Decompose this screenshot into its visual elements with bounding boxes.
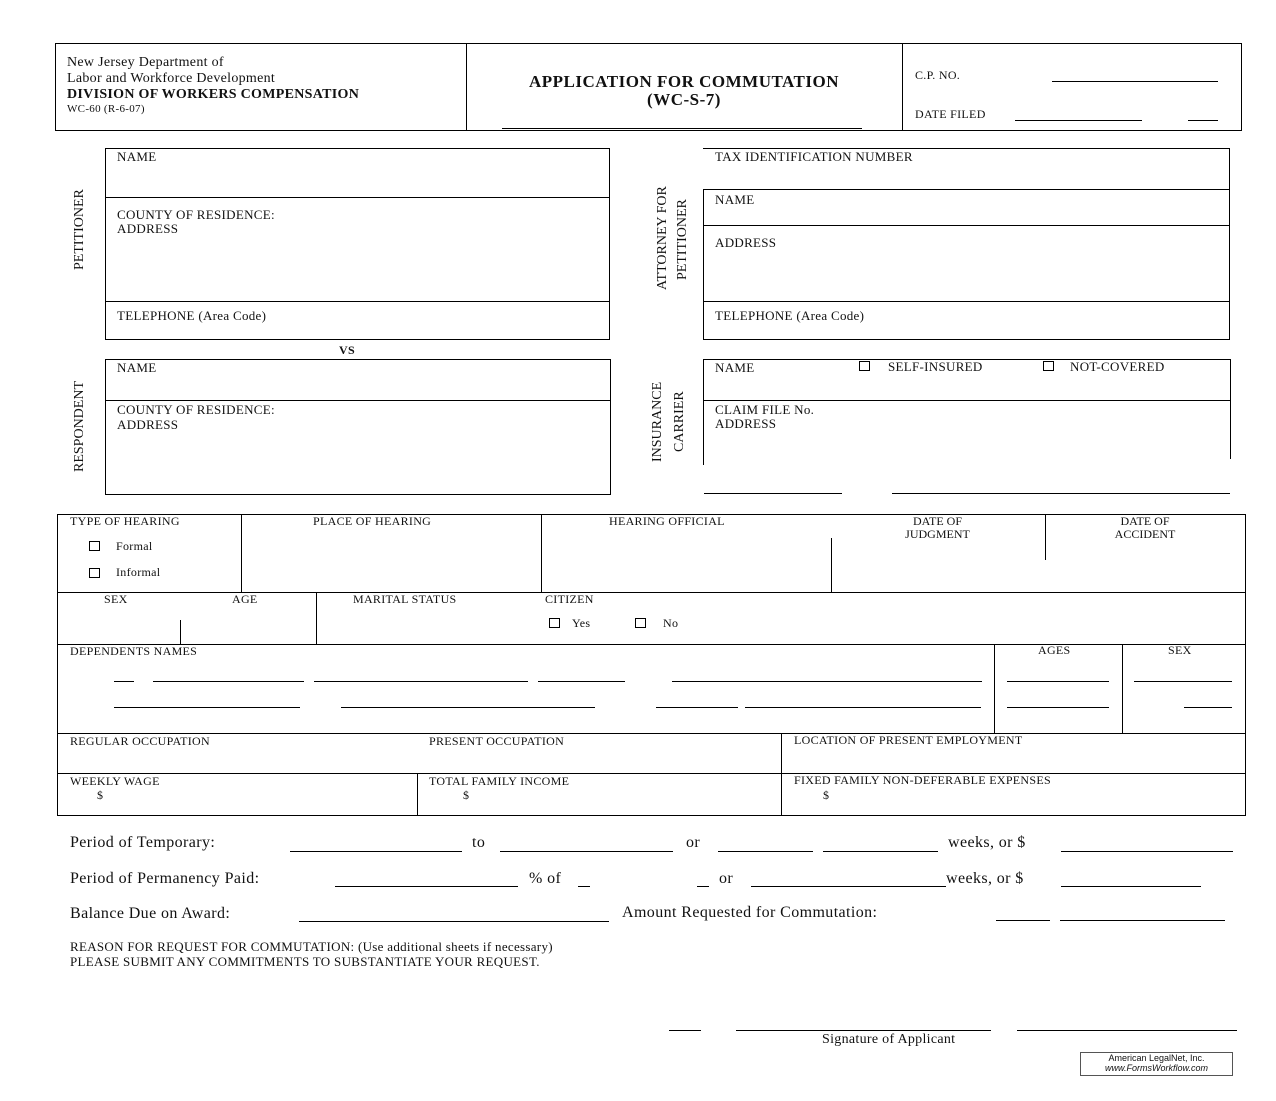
balance-due-field[interactable] — [299, 921, 609, 922]
petitioner-name-label: NAME — [117, 149, 157, 164]
income-top-line — [57, 773, 1246, 774]
hearing-official-label: HEARING OFFICIAL — [609, 514, 725, 528]
permanency-weeks-field[interactable] — [751, 886, 946, 887]
petitioner-county-label: COUNTY OF RESIDENCE: — [117, 207, 275, 222]
temporary-to-label: to — [472, 834, 486, 851]
carrier-section-label-1: INSURANCE — [650, 381, 665, 462]
citizen-yes-label: Yes — [572, 616, 591, 630]
present-occupation-label: PRESENT OCCUPATION — [429, 734, 565, 748]
hearing-place-label: PLACE OF HEARING — [313, 514, 432, 528]
weekly-wage-label: WEEKLY WAGE — [70, 774, 160, 788]
hearing-divider-4 — [1045, 514, 1046, 560]
petitioner-telephone-field[interactable] — [105, 339, 610, 340]
dependent-name-line[interactable] — [538, 681, 625, 682]
carrier-address-label: ADDRESS — [715, 416, 777, 431]
signature-line[interactable] — [1017, 1030, 1237, 1031]
expenses-currency: $ — [823, 788, 830, 802]
percent-of-label: % of — [529, 870, 562, 887]
temporary-from-field[interactable] — [290, 851, 462, 852]
citizen-yes-checkbox[interactable] — [549, 618, 560, 628]
temporary-or-label: or — [686, 834, 701, 851]
petitioner-telephone-label: TELEPHONE (Area Code) — [117, 308, 267, 323]
dependent-name-line[interactable] — [745, 707, 981, 708]
signature-label: Signature of Applicant — [822, 1032, 956, 1047]
self-insured-label: SELF-INSURED — [888, 359, 983, 374]
petitioner-address-label: ADDRESS — [117, 221, 179, 236]
judgment-date-label-1: DATE OF — [912, 514, 962, 528]
temporary-weeks-field-2[interactable] — [823, 851, 938, 852]
date-filed-line[interactable] — [1015, 120, 1142, 121]
hearing-left-border — [57, 514, 58, 816]
attorney-address-field[interactable] — [703, 301, 1230, 302]
dependent-age-line[interactable] — [1007, 681, 1109, 682]
income-divider-1 — [417, 773, 418, 815]
attorney-tax-id-label: TAX IDENTIFICATION NUMBER — [715, 149, 913, 164]
dependent-sex-line[interactable] — [1134, 681, 1232, 682]
date-filed-line-2[interactable] — [1188, 120, 1218, 121]
attorney-telephone-label: TELEPHONE (Area Code) — [715, 308, 865, 323]
carrier-section-label-2: CARRIER — [672, 391, 687, 452]
signature-line[interactable] — [669, 1030, 701, 1031]
agency-line-2: Labor and Workforce Development — [67, 71, 276, 86]
claim-file-label: CLAIM FILE No. — [715, 402, 815, 417]
dependents-divider-2 — [1122, 644, 1123, 733]
attorney-address-label: ADDRESS — [715, 235, 777, 250]
hearing-divider-2 — [541, 514, 542, 592]
personal-divider-1 — [180, 620, 181, 644]
personal-divider-2 — [316, 592, 317, 644]
carrier-left-border — [703, 359, 704, 465]
carrier-address-line-1[interactable] — [704, 493, 842, 494]
judgment-date-label-2: JUDGMENT — [905, 527, 970, 541]
temporary-amount-field[interactable] — [1061, 851, 1233, 852]
age-label: AGE — [232, 592, 258, 606]
form-title-line-2: (WC-S-7) — [647, 90, 721, 109]
cp-no-line[interactable] — [1052, 81, 1218, 82]
expenses-label: FIXED FAMILY NON-DEFERABLE EXPENSES — [794, 773, 1051, 787]
family-income-label: TOTAL FAMILY INCOME — [429, 774, 570, 788]
carrier-name-field[interactable] — [703, 400, 1231, 401]
accident-date-label-1: DATE OF — [1120, 514, 1170, 528]
carrier-address-line-2[interactable] — [892, 493, 1230, 494]
reason-line-2: PLEASE SUBMIT ANY COMMITMENTS TO SUBSTANTIATE YOUR REQUEST. — [70, 954, 540, 969]
respondent-name-label: NAME — [117, 360, 157, 375]
petitioner-name-field[interactable] — [105, 197, 610, 198]
attorney-telephone-field[interactable] — [703, 339, 1230, 340]
temporary-weeks-label: weeks, or $ — [948, 834, 1026, 851]
respondent-box — [105, 359, 611, 495]
citizen-no-label: No — [663, 616, 679, 630]
petitioner-top-line — [105, 148, 610, 149]
self-insured-checkbox[interactable] — [859, 361, 870, 371]
dependent-name-line[interactable] — [114, 681, 134, 682]
occupation-divider — [781, 733, 782, 773]
attorney-name-label: NAME — [715, 192, 755, 207]
dependents-sex-label: SEX — [1168, 643, 1192, 657]
petitioner-section-label: PETITIONER — [72, 189, 87, 270]
carrier-right-border — [1230, 359, 1231, 459]
percent-of-field-2[interactable] — [697, 886, 709, 887]
percent-of-field[interactable] — [578, 886, 590, 887]
informal-checkbox[interactable] — [89, 568, 100, 578]
respondent-address-label: ADDRESS — [117, 417, 179, 432]
marital-status-label: MARITAL STATUS — [353, 592, 457, 606]
respondent-county-label: COUNTY OF RESIDENCE: — [117, 402, 275, 417]
respondent-name-field[interactable] — [105, 400, 611, 401]
amount-requested-field-2[interactable] — [1060, 920, 1225, 921]
dependents-ages-label: AGES — [1038, 643, 1071, 657]
dependent-name-line[interactable] — [314, 681, 528, 682]
amount-requested-field[interactable] — [996, 920, 1050, 921]
dependent-sex-line[interactable] — [1184, 707, 1232, 708]
petitioner-address-field[interactable] — [105, 301, 610, 302]
cp-no-label: C.P. NO. — [915, 68, 961, 82]
formal-checkbox[interactable] — [89, 541, 100, 551]
header-divider-2 — [902, 43, 903, 131]
balance-due-label: Balance Due on Award: — [70, 905, 231, 922]
accident-date-label-2: ACCIDENT — [1114, 527, 1176, 541]
form-number: WC-60 (R-6-07) — [67, 103, 145, 115]
not-covered-label: NOT-COVERED — [1070, 359, 1165, 374]
sex-label: SEX — [104, 592, 128, 606]
not-covered-checkbox[interactable] — [1043, 361, 1054, 371]
hearing-divider-1 — [241, 514, 242, 592]
weekly-wage-currency: $ — [97, 788, 104, 802]
attorney-tax-id-field[interactable] — [703, 189, 1230, 190]
agency-line-1: New Jersey Department of — [67, 55, 224, 70]
attorney-section-label-1: ATTORNEY FOR — [655, 186, 670, 290]
reason-line-1: REASON FOR REQUEST FOR COMMUTATION: (Use additional sheets if necessary) — [70, 939, 553, 954]
permanency-percent-field[interactable] — [335, 886, 518, 887]
amount-requested-label: Amount Requested for Commutation: — [622, 904, 878, 921]
title-underline — [502, 128, 862, 129]
employment-location-label: LOCATION OF PRESENT EMPLOYMENT — [794, 733, 1023, 747]
family-income-currency: $ — [463, 788, 470, 802]
petitioner-right-border — [609, 148, 610, 339]
temporary-weeks-field[interactable] — [718, 851, 813, 852]
dependent-name-line[interactable] — [672, 681, 982, 682]
informal-label: Informal — [116, 565, 161, 579]
vs-label: VS — [339, 343, 355, 357]
attorney-name-field[interactable] — [703, 225, 1230, 226]
attorney-right-border — [1229, 148, 1230, 339]
temporary-to-field[interactable] — [500, 851, 673, 852]
dependents-names-label: DEPENDENTS NAMES — [70, 644, 198, 658]
attorney-left-border — [703, 189, 704, 339]
brand-line-2: www.FormsWorkflow.com — [1104, 1063, 1208, 1073]
income-bottom-line — [57, 815, 1246, 816]
date-filed-label: DATE FILED — [915, 107, 986, 121]
brand-line-1: American LegalNet, Inc. — [1108, 1053, 1205, 1063]
dependent-name-line[interactable] — [341, 707, 595, 708]
division-name: DIVISION OF WORKERS COMPENSATION — [67, 87, 360, 102]
citizen-label: CITIZEN — [545, 592, 594, 606]
respondent-section-label: RESPONDENT — [72, 380, 87, 472]
temporary-period-label: Period of Temporary: — [70, 834, 216, 851]
income-divider-2 — [781, 773, 782, 815]
dependent-age-line[interactable] — [1007, 707, 1109, 708]
permanency-amount-field[interactable] — [1061, 886, 1201, 887]
hearing-divider-3 — [831, 538, 832, 592]
dependent-name-line[interactable] — [656, 707, 738, 708]
permanency-weeks-label: weeks, or $ — [946, 870, 1024, 887]
attorney-section-label-2: PETITIONER — [675, 199, 690, 280]
petitioner-left-border — [105, 148, 106, 339]
permanency-or-label: or — [719, 870, 734, 887]
formal-label: Formal — [116, 539, 153, 553]
regular-occupation-label: REGULAR OCCUPATION — [70, 734, 210, 748]
permanency-period-label: Period of Permanency Paid: — [70, 870, 260, 887]
dependents-divider-1 — [994, 644, 995, 733]
carrier-name-label: NAME — [715, 360, 755, 375]
hearing-right-border — [1245, 514, 1246, 816]
citizen-no-checkbox[interactable] — [635, 618, 646, 628]
signature-line[interactable] — [736, 1030, 991, 1031]
form-title-line-1: APPLICATION FOR COMMUTATION — [528, 72, 840, 91]
hearing-type-label: TYPE OF HEARING — [70, 514, 180, 528]
dependent-name-line[interactable] — [153, 681, 304, 682]
occupation-top-line — [57, 733, 1246, 734]
dependent-name-line[interactable] — [114, 707, 300, 708]
